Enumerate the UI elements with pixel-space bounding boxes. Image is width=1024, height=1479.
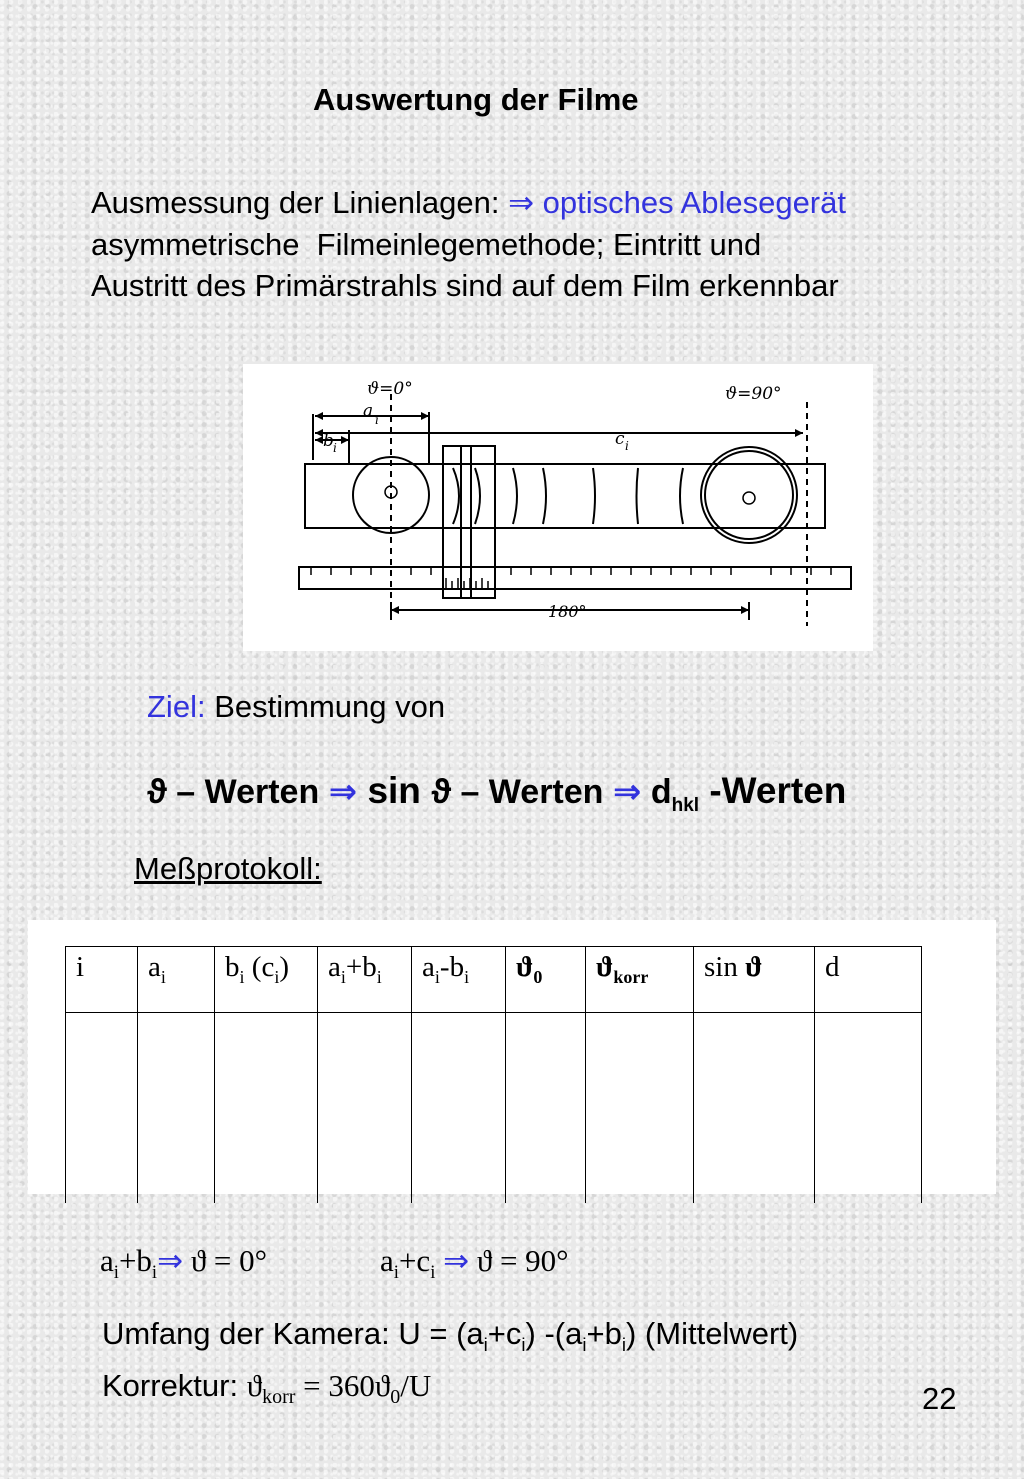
intro-line-1-text: Ausmessung der Linienlagen: [91,185,500,220]
header-ai: $a_i$ [138,947,215,1013]
werten-text-3: -Werten [699,770,847,811]
table-cell[interactable] [412,1013,506,1203]
header-i: i [66,947,138,1013]
scale-ticks [311,567,831,589]
header-theta0: $ϑ_0$ [506,947,586,1013]
goal-label: Ziel: [147,689,206,724]
header-bi-ci: $b_i$ $(c_i)$ [215,947,318,1013]
header-d: d [815,947,922,1013]
table-cell[interactable] [215,1013,318,1203]
film-diagram-svg [243,364,873,651]
theta-symbol: ϑ [147,773,167,811]
header-ai-plus-bi: $a_i+b_i$ [318,947,412,1013]
protocol-heading: Meßprotokoll: [134,851,322,886]
c-sub-label: i [625,439,629,453]
table-cell[interactable] [506,1013,586,1203]
theta-zero-label: ϑ=0° [367,379,413,399]
table-cell[interactable] [138,1013,215,1203]
table-row [66,1013,922,1203]
reader-device-text: optisches Ablesegerät [542,185,846,220]
a-sub-label: i [375,413,379,427]
intro-line-2: asymmetrische Filmeinlegemethode; Eintritt und [91,227,762,262]
camera-circumference-line: Umfang der Kamera: $U = (a_i+c_i)$ $-(a_i+b_i)$ (Mittelwert) [102,1316,799,1356]
table-header-row [66,947,922,1013]
correction-line: Korrektur: $ϑ_{korr} = 360ϑ_0/U$ [102,1368,432,1409]
b-label: b [323,431,334,451]
table-cell[interactable] [586,1013,694,1203]
theta-symbol: ϑ [431,773,451,811]
measurement-table [65,946,922,1203]
equation-theta-ninety: $a_i+c_i$ ⇒ ϑ = 90° [380,1243,569,1284]
implies-arrow-icon: ⇒ [508,185,535,221]
table-cell[interactable] [66,1013,138,1203]
table-cell[interactable] [318,1013,412,1203]
goal-line [147,689,445,725]
implies-arrow-icon: ⇒ [328,772,358,812]
d-text: d [641,773,672,811]
intro-paragraph [91,182,991,306]
conversion-chain [147,770,846,817]
equation-theta-zero: $a_i+b_i\Rightarrow$ ϑ = 0° [100,1243,268,1284]
sin-text: sin [357,770,432,811]
implies-arrow-icon: ⇒ [443,1243,470,1279]
page-number: 22 [922,1381,957,1416]
angle-180-label: 180° [548,602,587,621]
implies-arrow-icon: ⇒ [157,1243,184,1279]
measurement-table-box [28,920,996,1194]
header-ai-minus-bi: $a_i-b_i$ [412,947,506,1013]
intro-line-1 [91,182,991,224]
table-cell[interactable] [815,1013,922,1203]
header-sin-theta: sin ϑ [694,947,815,1013]
page-title: Auswertung der Filme [313,82,639,117]
b-sub-label: i [333,441,337,455]
film-diagram [243,364,873,651]
a-label: a [363,401,374,421]
implies-arrow-icon: ⇒ [612,772,642,812]
goal-text: Bestimmung von [214,689,446,724]
theta-ninety-label: ϑ=90° [725,384,782,404]
werten-text-2: – Werten [451,773,613,811]
intro-line-3: Austritt des Primärstrahls sind auf dem Film erkennbar [91,268,839,303]
hkl-subscript: hkl [671,794,700,816]
header-theta-korr: $ϑ_{korr}$ [586,947,694,1013]
table-cell[interactable] [694,1013,815,1203]
werten-text-1: – Werten [166,773,329,811]
c-label: c [615,429,625,449]
